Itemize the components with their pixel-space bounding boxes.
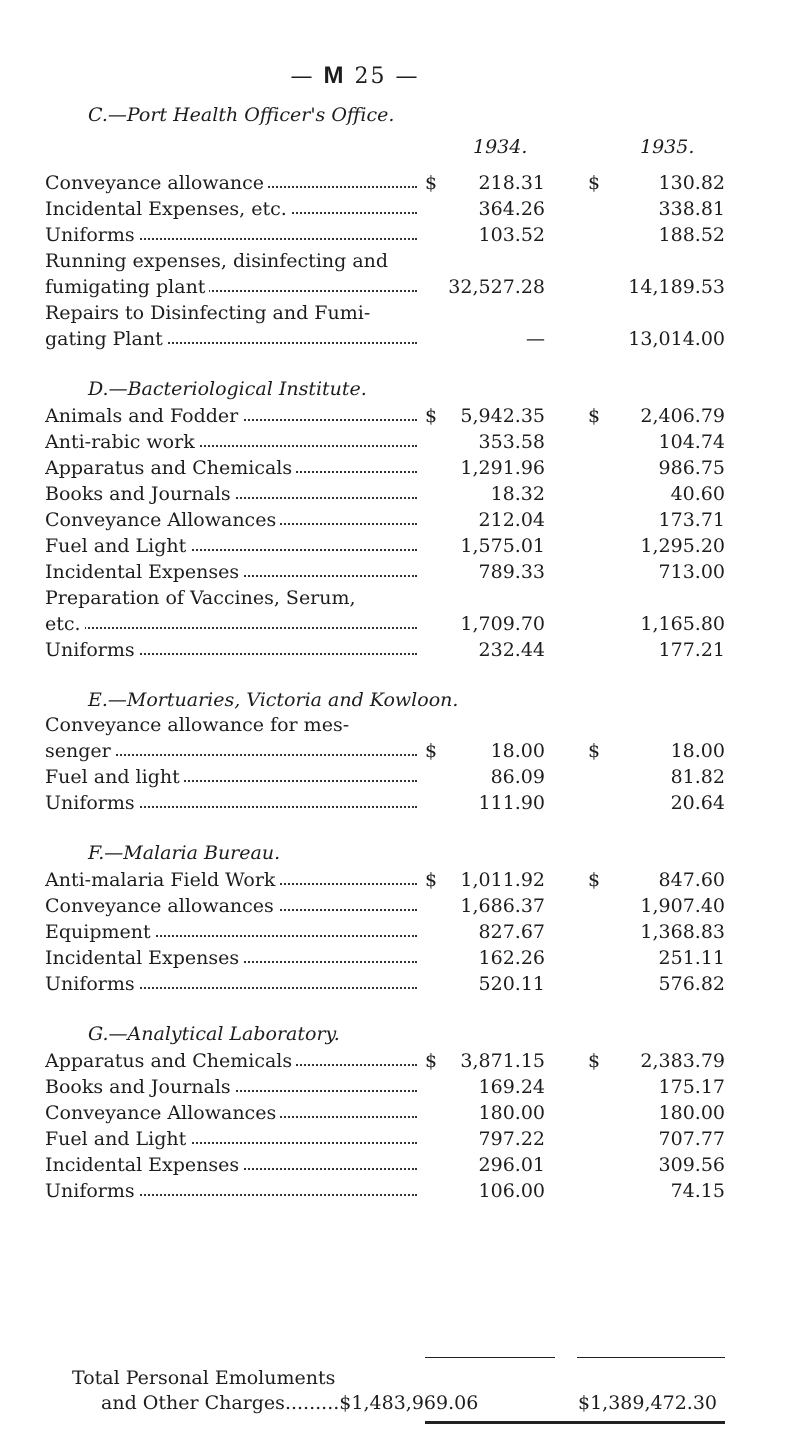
page-number-dash-right: — bbox=[395, 64, 420, 89]
table-row-label-continued bbox=[45, 714, 725, 740]
table-row bbox=[45, 276, 725, 302]
row-label-cell bbox=[45, 1128, 417, 1150]
table-row-label-continued bbox=[45, 302, 725, 328]
total-label-text: and Other Charges bbox=[101, 1392, 285, 1414]
value-1935: 188.52 bbox=[658, 224, 725, 246]
value-1934: — bbox=[526, 328, 545, 350]
value-1934: 162.26 bbox=[478, 947, 545, 969]
row-label-cell bbox=[45, 276, 417, 298]
value-1935: 1,368.83 bbox=[640, 921, 725, 943]
row-label-cell bbox=[45, 198, 417, 220]
table-row bbox=[45, 973, 725, 999]
row-label: Uniforms bbox=[45, 1180, 139, 1202]
row-label: Uniforms bbox=[45, 792, 139, 814]
row-label: gating Plant bbox=[45, 328, 167, 350]
total-1935-value: $1,389,472.30 bbox=[578, 1392, 718, 1414]
value-1935: 713.00 bbox=[658, 561, 725, 583]
row-label-line1: Running expenses, disinfecting and bbox=[45, 250, 389, 272]
value-1935: 20.64 bbox=[670, 792, 725, 814]
value-1934: 111.90 bbox=[478, 792, 545, 814]
value-1934: 364.26 bbox=[478, 198, 545, 220]
value-1934: 218.31 bbox=[478, 172, 545, 194]
value-1934: 86.09 bbox=[490, 766, 545, 788]
year-1935-header: 1935. bbox=[640, 136, 695, 158]
page-number-dash-left: — bbox=[290, 64, 315, 89]
row-label-cell bbox=[45, 405, 417, 427]
row-label-cell bbox=[45, 895, 417, 917]
value-1934: 18.00 bbox=[490, 740, 545, 762]
table-row-label-continued bbox=[45, 250, 725, 276]
row-label: Uniforms bbox=[45, 224, 139, 246]
value-1935: 1,295.20 bbox=[640, 535, 725, 557]
table-row bbox=[45, 792, 725, 818]
currency-1934: $ bbox=[425, 172, 438, 194]
table-row bbox=[45, 1076, 725, 1102]
table-row bbox=[45, 198, 725, 224]
table-row bbox=[45, 1180, 725, 1206]
currency-1934: $ bbox=[425, 740, 438, 762]
value-1935: 74.15 bbox=[670, 1180, 725, 1202]
row-label: Conveyance allowances bbox=[45, 895, 278, 917]
table-row bbox=[45, 509, 725, 535]
table-row bbox=[45, 431, 725, 457]
value-1935: 14,189.53 bbox=[628, 276, 725, 298]
row-label-line1: Conveyance allowance for mes- bbox=[45, 714, 350, 736]
currency-1935: $ bbox=[588, 740, 601, 762]
table-row bbox=[45, 869, 725, 895]
table-row bbox=[45, 766, 725, 792]
total-rule-1934b bbox=[425, 1357, 555, 1358]
value-1935: 177.21 bbox=[658, 639, 725, 661]
row-label-cell bbox=[45, 483, 417, 505]
value-1935: 173.71 bbox=[658, 509, 725, 531]
currency-1935: $ bbox=[588, 869, 601, 891]
value-1935: 1,165.80 bbox=[640, 613, 725, 635]
table-row bbox=[45, 457, 725, 483]
leader-dots bbox=[45, 627, 417, 629]
value-1934: 353.58 bbox=[478, 431, 545, 453]
row-label: etc. bbox=[45, 613, 85, 635]
row-label: Books and Journals bbox=[45, 483, 235, 505]
table-row bbox=[45, 921, 725, 947]
value-1934: 797.22 bbox=[478, 1128, 545, 1150]
value-1934: 1,575.01 bbox=[460, 535, 545, 557]
total-double-rule bbox=[425, 1421, 725, 1424]
value-1935: 104.74 bbox=[658, 431, 725, 453]
table-row bbox=[45, 535, 725, 561]
value-1934: 520.11 bbox=[478, 973, 545, 995]
value-1935: 707.77 bbox=[658, 1128, 725, 1150]
value-1934: 232.44 bbox=[478, 639, 545, 661]
value-1934: 212.04 bbox=[478, 509, 545, 531]
value-1934: 18.32 bbox=[490, 483, 545, 505]
row-label: Apparatus and Chemicals bbox=[45, 1050, 296, 1072]
value-1934: 1,686.37 bbox=[460, 895, 545, 917]
row-label: Incidental Expenses bbox=[45, 561, 243, 583]
page-number-value: 25 bbox=[354, 64, 387, 89]
currency-1935: $ bbox=[588, 1050, 601, 1072]
section-title: F.—Malaria Bureau. bbox=[88, 842, 281, 864]
value-1935: 18.00 bbox=[670, 740, 725, 762]
row-label: Incidental Expenses, etc. bbox=[45, 198, 291, 220]
row-label: Uniforms bbox=[45, 973, 139, 995]
row-label: Books and Journals bbox=[45, 1076, 235, 1098]
table-row bbox=[45, 639, 725, 665]
row-label: Conveyance Allowances bbox=[45, 509, 280, 531]
currency-1935: $ bbox=[588, 172, 601, 194]
value-1935: 986.75 bbox=[658, 457, 725, 479]
row-label-cell bbox=[45, 639, 417, 661]
row-label-cell bbox=[45, 509, 417, 531]
value-1935: 130.82 bbox=[658, 172, 725, 194]
row-label: Incidental Expenses bbox=[45, 947, 243, 969]
row-label-cell bbox=[45, 431, 417, 453]
row-label: Anti-rabic work bbox=[45, 431, 199, 453]
table-row bbox=[45, 483, 725, 509]
row-label-cell bbox=[45, 740, 417, 762]
row-label-cell bbox=[45, 1050, 417, 1072]
row-label-cell bbox=[45, 973, 417, 995]
row-label: Equipment bbox=[45, 921, 155, 943]
page-number-letter: M bbox=[323, 62, 346, 89]
table-row bbox=[45, 561, 725, 587]
row-label-cell bbox=[45, 766, 417, 788]
total-label-line2 bbox=[101, 1392, 478, 1414]
row-label: Apparatus and Chemicals bbox=[45, 457, 296, 479]
table-row bbox=[45, 895, 725, 921]
row-label: Animals and Fodder bbox=[45, 405, 242, 427]
value-1935: 2,383.79 bbox=[640, 1050, 725, 1072]
table-row bbox=[45, 613, 725, 639]
row-label-cell bbox=[45, 792, 417, 814]
total-1934-value: $1,483,969.06 bbox=[339, 1392, 479, 1414]
section-title: E.—Mortuaries, Victoria and Kowloon. bbox=[88, 689, 459, 711]
value-1935: 2,406.79 bbox=[640, 405, 725, 427]
section-title: G.—Analytical Laboratory. bbox=[88, 1023, 340, 1045]
row-label-cell bbox=[45, 1102, 417, 1124]
value-1934: 5,942.35 bbox=[460, 405, 545, 427]
value-1934: 1,011.92 bbox=[460, 869, 545, 891]
value-1934: 32,527.28 bbox=[448, 276, 545, 298]
table-row bbox=[45, 1154, 725, 1180]
row-label: fumigating plant bbox=[45, 276, 209, 298]
row-label: Conveyance Allowances bbox=[45, 1102, 280, 1124]
value-1934: 789.33 bbox=[478, 561, 545, 583]
row-label-cell bbox=[45, 561, 417, 583]
year-1934-header: 1934. bbox=[473, 136, 528, 158]
value-1934: 106.00 bbox=[478, 1180, 545, 1202]
row-label: senger bbox=[45, 740, 115, 762]
value-1934: 3,871.15 bbox=[460, 1050, 545, 1072]
row-label-line1: Preparation of Vaccines, Serum, bbox=[45, 587, 356, 609]
value-1935: 180.00 bbox=[658, 1102, 725, 1124]
value-1935: 251.11 bbox=[658, 947, 725, 969]
row-label: Uniforms bbox=[45, 639, 139, 661]
value-1934: 827.67 bbox=[478, 921, 545, 943]
value-1935: 40.60 bbox=[670, 483, 725, 505]
total-leader-dots: ......... bbox=[284, 1392, 340, 1414]
currency-1935: $ bbox=[588, 405, 601, 427]
row-label: Anti-malaria Field Work bbox=[45, 869, 279, 891]
total-rule-1934 bbox=[577, 1357, 725, 1358]
currency-1934: $ bbox=[425, 405, 438, 427]
row-label-cell bbox=[45, 613, 417, 635]
table-row bbox=[45, 1050, 725, 1076]
row-label-cell bbox=[45, 921, 417, 943]
page-number bbox=[0, 62, 710, 90]
table-row bbox=[45, 1102, 725, 1128]
value-1935: 175.17 bbox=[658, 1076, 725, 1098]
value-1934: 180.00 bbox=[478, 1102, 545, 1124]
row-label-cell bbox=[45, 457, 417, 479]
row-label: Fuel and light bbox=[45, 766, 184, 788]
row-label-cell bbox=[45, 1154, 417, 1176]
table-row bbox=[45, 405, 725, 431]
row-label-cell bbox=[45, 172, 417, 194]
value-1934: 296.01 bbox=[478, 1154, 545, 1176]
table-row bbox=[45, 224, 725, 250]
table-row bbox=[45, 947, 725, 973]
value-1934: 169.24 bbox=[478, 1076, 545, 1098]
row-label-cell bbox=[45, 535, 417, 557]
section-title-c: C.—Port Health Officer's Office. bbox=[88, 104, 395, 126]
value-1935: 13,014.00 bbox=[628, 328, 725, 350]
table-row bbox=[45, 740, 725, 766]
row-label-cell bbox=[45, 1180, 417, 1202]
row-label: Fuel and Light bbox=[45, 1128, 190, 1150]
table-row bbox=[45, 328, 725, 354]
currency-1934: $ bbox=[425, 1050, 438, 1072]
value-1935: 338.81 bbox=[658, 198, 725, 220]
row-label: Conveyance allowance bbox=[45, 172, 268, 194]
total-label-line1: Total Personal Emoluments bbox=[72, 1367, 336, 1389]
table-row-label-continued bbox=[45, 587, 725, 613]
section-title: D.—Bacteriological Institute. bbox=[88, 378, 367, 400]
value-1934: 103.52 bbox=[478, 224, 545, 246]
value-1934: 1,709.70 bbox=[460, 613, 545, 635]
value-1935: 81.82 bbox=[670, 766, 725, 788]
row-label: Incidental Expenses bbox=[45, 1154, 243, 1176]
currency-1934: $ bbox=[425, 869, 438, 891]
value-1934: 1,291.96 bbox=[460, 457, 545, 479]
table-row bbox=[45, 1128, 725, 1154]
row-label-cell bbox=[45, 1076, 417, 1098]
row-label-cell bbox=[45, 869, 417, 891]
row-label-line1: Repairs to Disinfecting and Fumi- bbox=[45, 302, 371, 324]
row-label-cell bbox=[45, 224, 417, 246]
value-1935: 1,907.40 bbox=[640, 895, 725, 917]
row-label: Fuel and Light bbox=[45, 535, 190, 557]
value-1935: 309.56 bbox=[658, 1154, 725, 1176]
row-label-cell bbox=[45, 947, 417, 969]
row-label-cell bbox=[45, 328, 417, 350]
table-row bbox=[45, 172, 725, 198]
value-1935: 576.82 bbox=[658, 973, 725, 995]
value-1935: 847.60 bbox=[658, 869, 725, 891]
